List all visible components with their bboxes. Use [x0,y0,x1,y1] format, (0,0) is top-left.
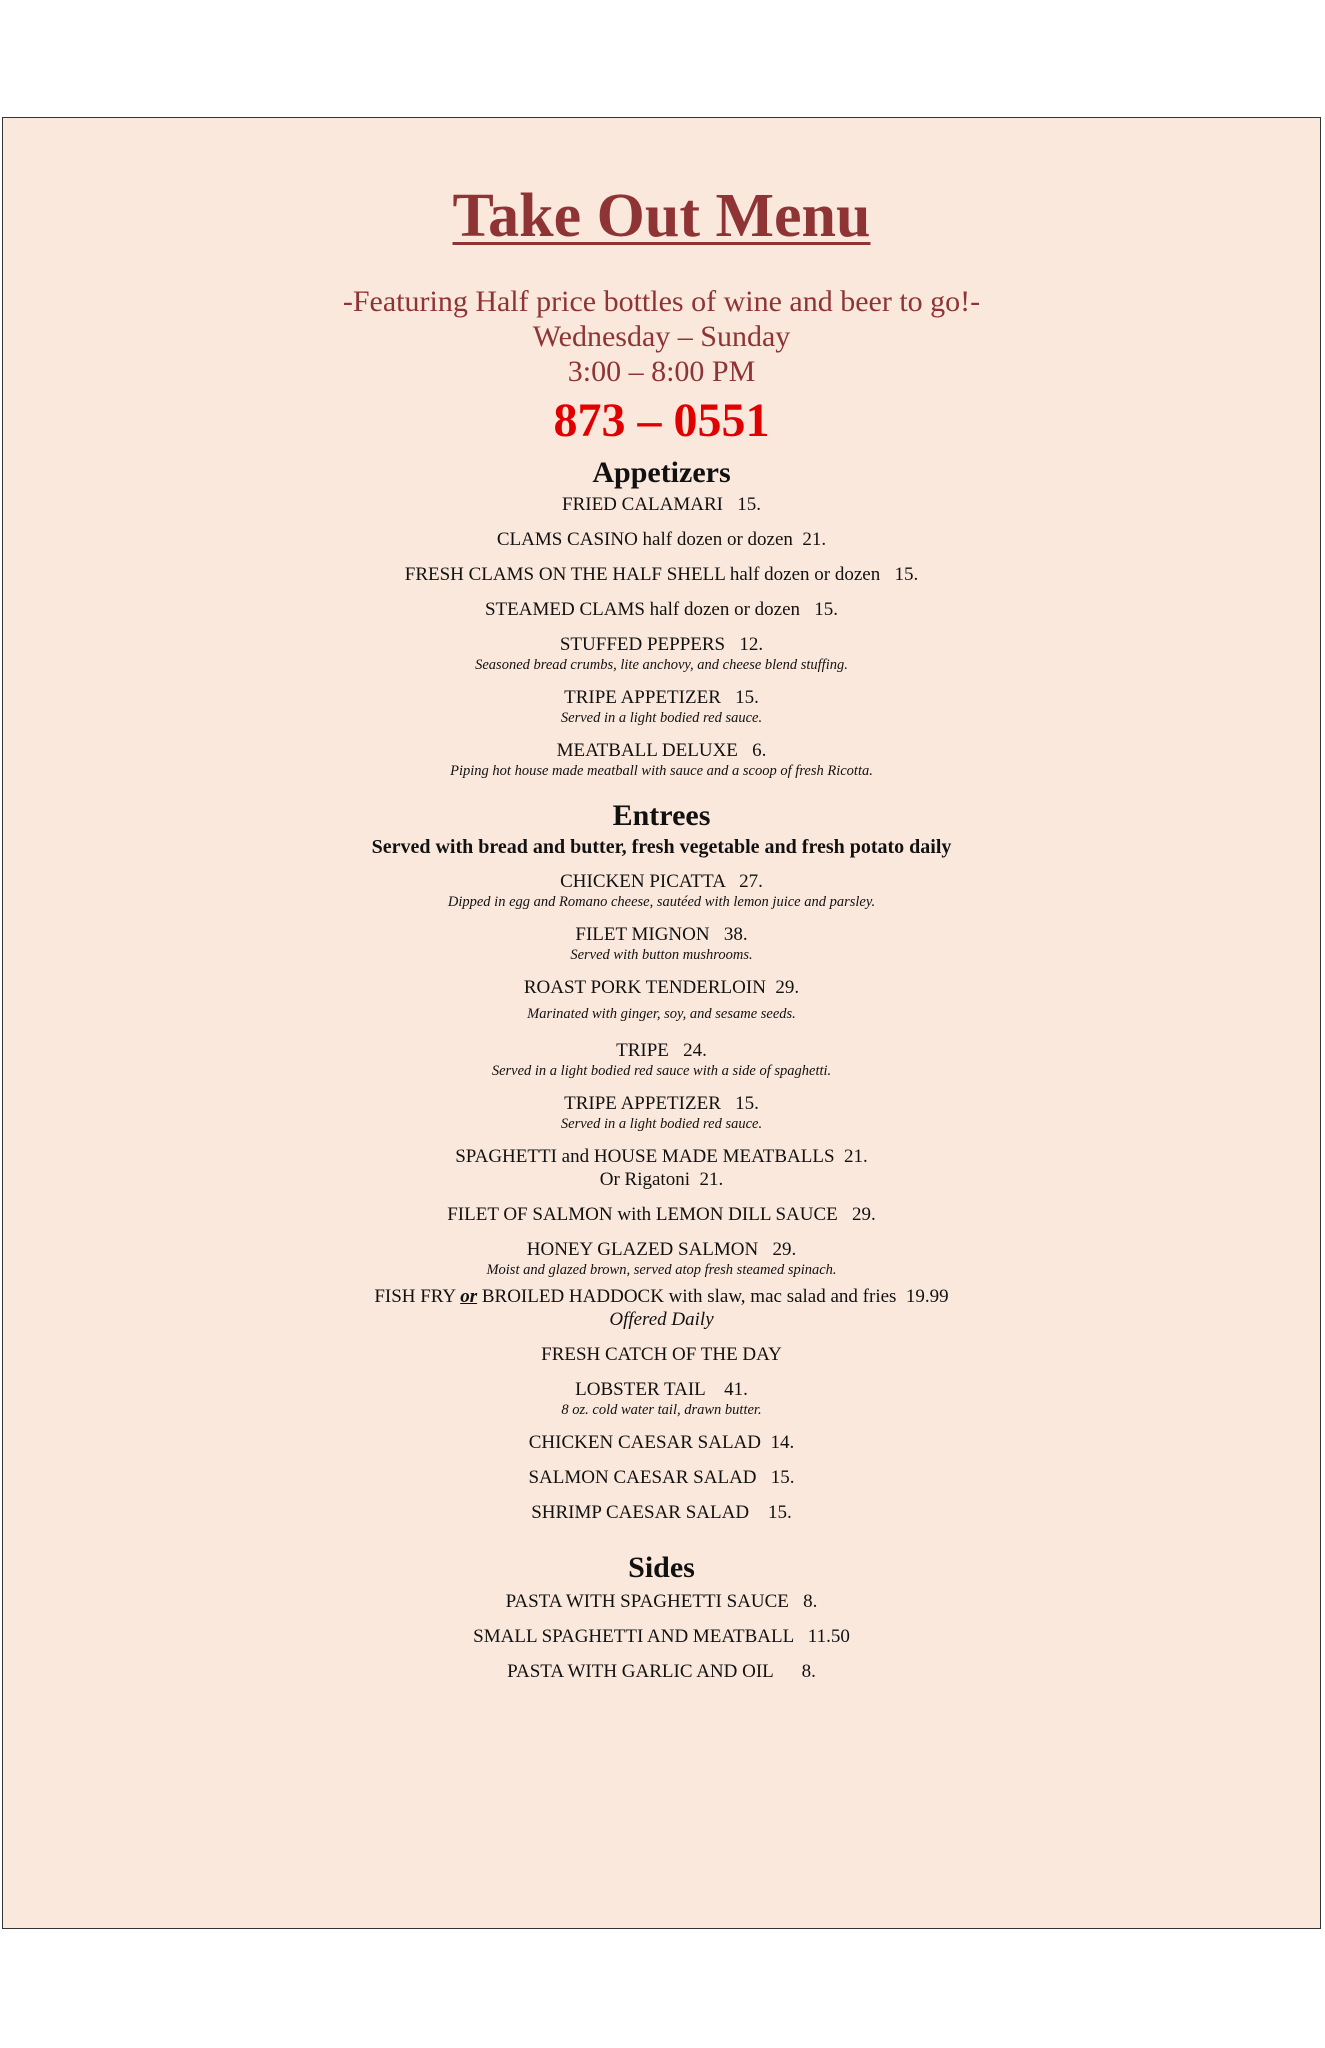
promo-line-1: -Featuring Half price bottles of wine and beer to go!- [342,285,981,318]
menu-page [2,117,1321,1929]
entrees-subtitle: Served with bread and butter, fresh vegetable and fresh potato daily [371,836,952,858]
menu-item-description: Moist and glazed brown, served atop fresh steamed spinach. [486,1262,837,1278]
menu-item: CHICKEN CAESAR SALAD 14. [528,1432,795,1453]
menu-item: FRIED CALAMARI 15. [562,494,761,515]
fish-fry-part-1: FISH FRY [374,1286,461,1307]
menu-item: CHICKEN PICATTA 27. [560,871,763,892]
menu-item: SPAGHETTI and HOUSE MADE MEATBALLS 21. [455,1146,868,1167]
menu-item-description: Marinated with ginger, soy, and sesame seeds. [527,1006,796,1022]
fish-fry-item [3,1285,1320,1308]
menu-item: TRIPE 24. [616,1040,707,1061]
menu-item: FILET MIGNON 38. [575,924,748,945]
menu-item: SHRIMP CAESAR SALAD 15. [531,1502,792,1523]
menu-item-description: Dipped in egg and Romano cheese, sautéed with lemon juice and parsley. [447,894,876,910]
entrees-heading: Entrees [612,799,711,832]
fish-fry-note: Offered Daily [609,1309,714,1330]
menu-item: PASTA WITH GARLIC AND OIL 8. [507,1661,816,1682]
fish-fry-or: or [460,1286,478,1307]
menu-item: SALMON CAESAR SALAD 15. [528,1467,795,1488]
promo-line-3: 3:00 – 8:00 PM [567,355,756,388]
sides-heading: Sides [628,1551,695,1584]
menu-item: FRESH CATCH OF THE DAY [541,1344,782,1365]
menu-item: LOBSTER TAIL 41. [575,1379,748,1400]
menu-item: PASTA WITH SPAGHETTI SAUCE 8. [505,1591,818,1612]
menu-item: CLAMS CASINO half dozen or dozen 21. [496,529,827,550]
menu-item-description: Served in a light bodied red sauce with a side of spaghetti. [491,1063,832,1079]
menu-item: STEAMED CLAMS half dozen or dozen 15. [484,599,839,620]
menu-item: TRIPE APPETIZER 15. [564,687,759,708]
menu-item: MEATBALL DELUXE 6. [556,740,767,761]
menu-item-description: 8 oz. cold water tail, drawn butter. [561,1402,762,1418]
menu-item-description: Piping hot house made meatball with sauce and a scoop of fresh Ricotta. [450,763,873,779]
menu-item-alternative: Or Rigatoni 21. [599,1169,724,1190]
promo-line-2: Wednesday – Sunday [532,320,791,353]
menu-item: TRIPE APPETIZER 15. [564,1093,759,1114]
fish-fry-part-2: BROILED HADDOCK with slaw, mac salad and fries 19.99 [477,1286,949,1307]
menu-item: SMALL SPAGHETTI AND MEATBALL 11.50 [473,1626,850,1647]
menu-content [3,176,1320,1683]
menu-item: FILET OF SALMON with LEMON DILL SAUCE 29. [447,1204,876,1225]
menu-item-description: Served in a light bodied red sauce. [560,710,763,726]
menu-item-description: Served in a light bodied red sauce. [560,1116,763,1132]
menu-item: HONEY GLAZED SALMON 29. [526,1239,797,1260]
menu-item: STUFFED PEPPERS 12. [559,634,764,655]
phone-number: 873 – 0551 [553,394,770,447]
menu-item-description: Seasoned bread crumbs, lite anchovy, and cheese blend stuffing. [475,657,848,673]
appetizers-heading: Appetizers [592,456,731,489]
menu-item: FRESH CLAMS ON THE HALF SHELL half dozen or dozen 15. [404,564,919,585]
menu-item-description: Served with button mushrooms. [570,947,753,963]
page-title: Take Out Menu [452,182,871,250]
menu-item: ROAST PORK TENDERLOIN 29. [523,977,800,998]
